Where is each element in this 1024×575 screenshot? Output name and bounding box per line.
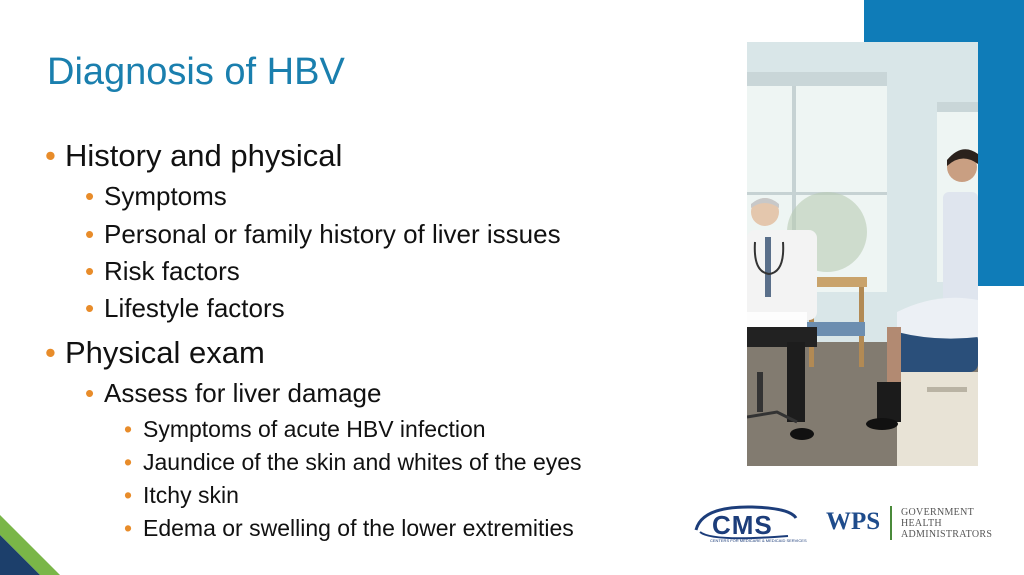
bullet-text: Assess for liver damage [104, 378, 382, 408]
bullet-text: Edema or swelling of the lower extremities [143, 515, 574, 541]
bullet-text: History and physical [65, 138, 343, 173]
wps-line-2: HEALTH [901, 518, 942, 529]
bullet-text: Physical exam [65, 335, 265, 370]
wps-line-1: GOVERNMENT [901, 507, 974, 518]
bullet-marker: • [85, 181, 95, 211]
wps-divider [890, 506, 892, 540]
bullet-marker: • [45, 335, 56, 370]
bullet-marker: • [85, 256, 95, 286]
bullet-marker: • [124, 515, 133, 541]
cms-logo [692, 502, 807, 544]
cms-wordmark: CMS [712, 510, 773, 540]
corner-decoration [0, 505, 70, 575]
footer-logos [690, 498, 1000, 548]
bullet-marker: • [124, 416, 133, 442]
bullet-text: Jaundice of the skin and whites of the eyes [143, 449, 582, 475]
cms-subtitle: CENTERS FOR MEDICARE & MEDICAID SERVICES [710, 538, 807, 543]
wps-tagline [901, 507, 992, 540]
wps-line-3: ADMINISTRATORS [901, 529, 993, 540]
bullet-marker: • [124, 482, 133, 508]
bullet-text: Lifestyle factors [104, 293, 285, 323]
bullet-marker: • [45, 138, 56, 173]
bullet-text: Symptoms [104, 181, 227, 211]
bullet-text: Personal or family history of liver issues [104, 219, 561, 249]
wps-wordmark: WPS [826, 508, 881, 535]
bullet-text: Itchy skin [143, 482, 239, 508]
bullet-marker: • [85, 219, 95, 249]
slide-title: Diagnosis of HBV [47, 51, 345, 93]
doctor-patient-photo [747, 42, 978, 466]
bullet-marker: • [85, 378, 95, 408]
bullet-marker: • [85, 293, 95, 323]
bullet-text: Symptoms of acute HBV infection [143, 416, 486, 442]
bullet-marker: • [124, 449, 133, 475]
bullet-text: Risk factors [104, 256, 240, 286]
